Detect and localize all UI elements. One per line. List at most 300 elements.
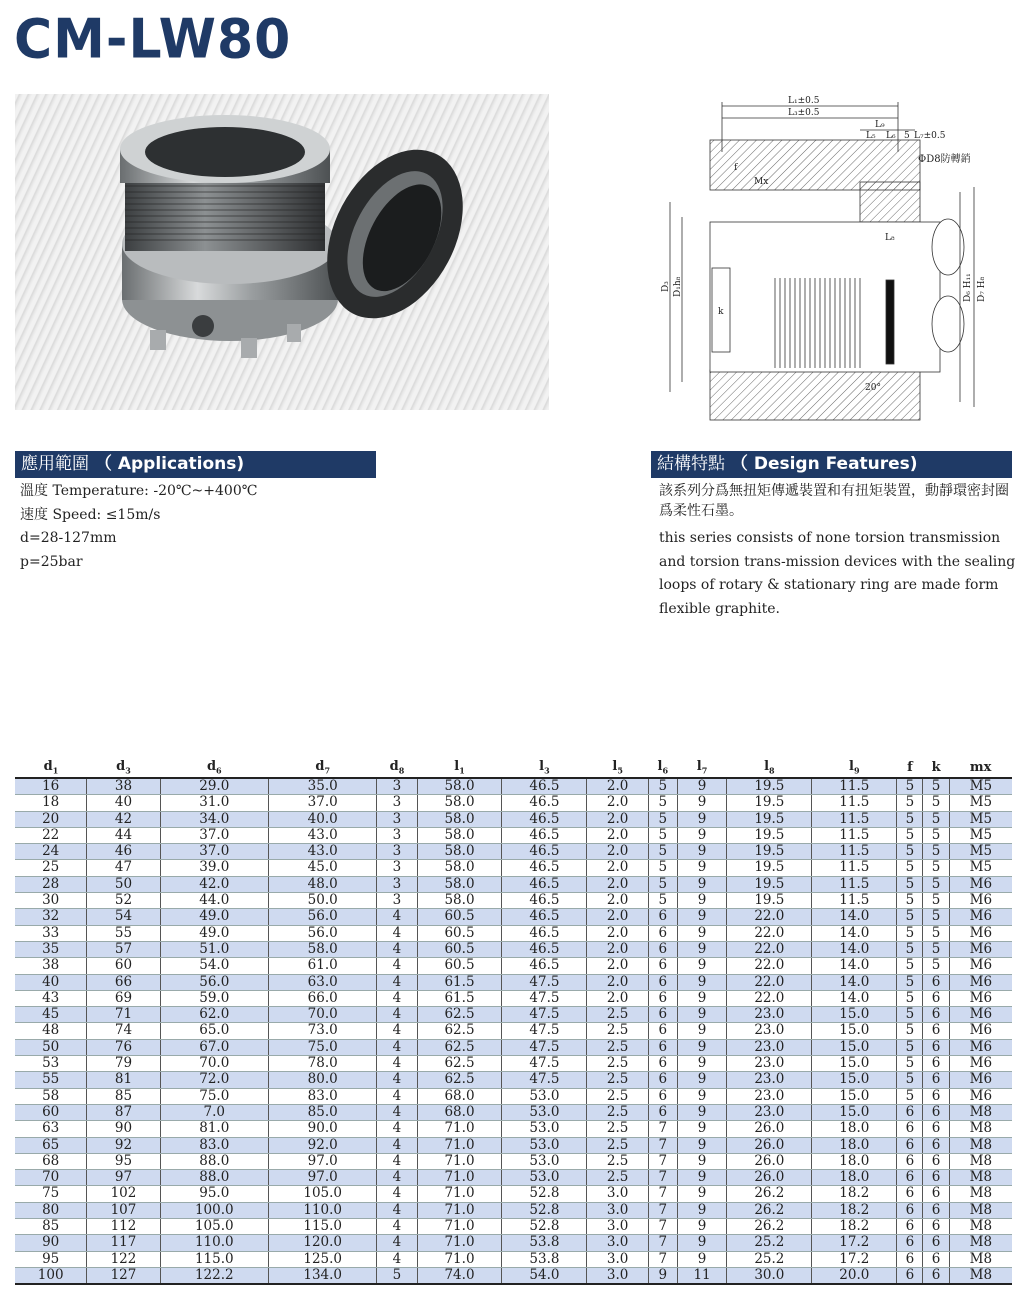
table-cell-l6: 5 [648, 860, 677, 876]
table-cell-d3: 60 [87, 958, 160, 974]
table-cell-l5: 2.0 [587, 811, 648, 827]
table-cell-l3: 47.5 [502, 1056, 587, 1072]
table-cell-d6: 59.0 [160, 990, 268, 1006]
table-cell-l3: 54.0 [502, 1267, 587, 1284]
table-cell-d1: 35 [15, 941, 87, 957]
table-row [15, 925, 1012, 941]
table-cell-l6: 5 [648, 844, 677, 860]
table-cell-l6: 6 [648, 1023, 677, 1039]
table-cell-d8: 5 [377, 1267, 417, 1284]
table-cell-d6: 75.0 [160, 1088, 268, 1104]
table-cell-l8: 22.0 [727, 974, 812, 990]
table-cell-d3: 66 [87, 974, 160, 990]
applications-list [20, 480, 257, 574]
table-cell-l6: 5 [648, 795, 677, 811]
table-cell-d1: 24 [15, 844, 87, 860]
table-cell-d6: 62.0 [160, 1007, 268, 1023]
table-cell-mx: M6 [949, 893, 1012, 909]
table-cell-l9: 18.2 [812, 1219, 897, 1235]
column-header-l8: $l_8$ [727, 757, 812, 778]
table-cell-l8: 19.5 [727, 778, 812, 795]
table-cell-f: 6 [897, 1186, 923, 1202]
table-cell-f: 5 [897, 893, 923, 909]
table-cell-d1: 80 [15, 1202, 87, 1218]
table-cell-d1: 75 [15, 1186, 87, 1202]
table-cell-l7: 9 [677, 958, 727, 974]
table-cell-d6: 72.0 [160, 1072, 268, 1088]
column-header-l5: $l_5$ [587, 757, 648, 778]
table-cell-k: 5 [923, 941, 949, 957]
table-cell-d7: 80.0 [269, 1072, 377, 1088]
table-cell-l6: 6 [648, 1056, 677, 1072]
table-cell-d8: 3 [377, 860, 417, 876]
table-cell-l7: 9 [677, 1153, 727, 1169]
table-cell-l7: 9 [677, 1251, 727, 1267]
table-cell-l7: 9 [677, 1137, 727, 1153]
table-cell-l7: 11 [677, 1267, 727, 1284]
table-cell-f: 5 [897, 1088, 923, 1104]
design-features-text-cn: 該系列分爲無扭矩傳遞裝置和有扭矩裝置，動靜環密封圈爲柔性石墨。 [659, 483, 1009, 519]
table-cell-mx: M6 [949, 1088, 1012, 1104]
table-cell-mx: M8 [949, 1219, 1012, 1235]
table-cell-mx: M6 [949, 909, 1012, 925]
table-cell-l7: 9 [677, 795, 727, 811]
table-cell-l7: 9 [677, 876, 727, 892]
table-cell-l8: 25.2 [727, 1235, 812, 1251]
column-header-mx: mx [949, 757, 1012, 778]
table-cell-f: 5 [897, 925, 923, 941]
table-cell-l8: 22.0 [727, 925, 812, 941]
table-cell-d7: 115.0 [269, 1219, 377, 1235]
table-cell-d1: 48 [15, 1023, 87, 1039]
table-cell-l7: 9 [677, 990, 727, 1006]
table-cell-d3: 46 [87, 844, 160, 860]
table-cell-d3: 122 [87, 1251, 160, 1267]
table-cell-d7: 75.0 [269, 1039, 377, 1055]
column-header-k: k [923, 757, 949, 778]
table-row [15, 1251, 1012, 1267]
table-cell-l7: 9 [677, 1007, 727, 1023]
table-cell-l7: 9 [677, 1219, 727, 1235]
table-cell-d7: 73.0 [269, 1023, 377, 1039]
table-cell-d8: 3 [377, 893, 417, 909]
angle-label: 20° [865, 383, 881, 393]
table-row [15, 1202, 1012, 1218]
table-cell-l7: 9 [677, 1121, 727, 1137]
table-cell-l9: 18.0 [812, 1170, 897, 1186]
table-row [15, 844, 1012, 860]
table-cell-l7: 9 [677, 1104, 727, 1120]
table-cell-d6: 70.0 [160, 1056, 268, 1072]
table-cell-k: 5 [923, 795, 949, 811]
table-cell-k: 5 [923, 827, 949, 843]
table-cell-mx: M6 [949, 1056, 1012, 1072]
table-cell-l1: 62.5 [417, 1072, 502, 1088]
applications-heading-cn: 應用範圍 [21, 454, 89, 474]
table-cell-d3: 69 [87, 990, 160, 1006]
table-cell-l6: 5 [648, 778, 677, 795]
table-cell-l5: 3.0 [587, 1202, 648, 1218]
table-cell-d1: 70 [15, 1170, 87, 1186]
table-cell-f: 5 [897, 1056, 923, 1072]
table-cell-f: 6 [897, 1170, 923, 1186]
table-cell-l7: 9 [677, 1039, 727, 1055]
dim-d7: D₇ H₈ [977, 276, 987, 302]
table-cell-l9: 20.0 [812, 1267, 897, 1284]
table-cell-d8: 4 [377, 925, 417, 941]
table-cell-l7: 9 [677, 1056, 727, 1072]
application-line: d=28-127mm [20, 530, 117, 546]
table-cell-d6: 37.0 [160, 844, 268, 860]
table-cell-l9: 17.2 [812, 1235, 897, 1251]
table-cell-l8: 22.0 [727, 958, 812, 974]
table-cell-l5: 2.0 [587, 844, 648, 860]
table-cell-k: 6 [923, 1235, 949, 1251]
dimensions-table [15, 757, 1012, 1285]
table-cell-l5: 2.5 [587, 1104, 648, 1120]
table-cell-k: 6 [923, 1072, 949, 1088]
table-cell-k: 6 [923, 1153, 949, 1169]
table-cell-l8: 22.0 [727, 941, 812, 957]
table-cell-l8: 19.5 [727, 860, 812, 876]
table-cell-l5: 2.5 [587, 1088, 648, 1104]
table-cell-l5: 3.0 [587, 1235, 648, 1251]
table-cell-l3: 53.0 [502, 1153, 587, 1169]
table-cell-d1: 55 [15, 1072, 87, 1088]
table-cell-d8: 4 [377, 909, 417, 925]
table-cell-d1: 33 [15, 925, 87, 941]
table-row [15, 1088, 1012, 1104]
table-cell-mx: M5 [949, 795, 1012, 811]
table-cell-l5: 2.0 [587, 909, 648, 925]
table-cell-mx: M5 [949, 811, 1012, 827]
table-cell-mx: M8 [949, 1170, 1012, 1186]
table-cell-l1: 61.5 [417, 990, 502, 1006]
table-cell-l1: 58.0 [417, 860, 502, 876]
table-cell-k: 6 [923, 1186, 949, 1202]
table-cell-l6: 7 [648, 1219, 677, 1235]
table-cell-d8: 4 [377, 941, 417, 957]
table-cell-l8: 26.0 [727, 1170, 812, 1186]
table-cell-l3: 46.5 [502, 811, 587, 827]
table-cell-l6: 5 [648, 811, 677, 827]
table-cell-d8: 4 [377, 990, 417, 1006]
table-cell-l9: 18.2 [812, 1186, 897, 1202]
table-cell-l9: 11.5 [812, 795, 897, 811]
application-line: 溫度 Temperature: -20℃~+400℃ [20, 483, 258, 499]
dim-mx: Mx [754, 177, 769, 187]
table-row [15, 941, 1012, 957]
table-cell-d7: 43.0 [269, 827, 377, 843]
table-cell-l9: 11.5 [812, 893, 897, 909]
table-cell-l3: 46.5 [502, 958, 587, 974]
table-cell-l8: 19.5 [727, 893, 812, 909]
table-row [15, 1104, 1012, 1120]
table-cell-d7: 97.0 [269, 1153, 377, 1169]
table-cell-d3: 76 [87, 1039, 160, 1055]
table-cell-d1: 95 [15, 1251, 87, 1267]
table-cell-l1: 71.0 [417, 1121, 502, 1137]
table-cell-k: 6 [923, 990, 949, 1006]
table-cell-mx: M6 [949, 876, 1012, 892]
table-cell-d8: 4 [377, 1007, 417, 1023]
table-cell-l9: 11.5 [812, 876, 897, 892]
column-header-f: f [897, 757, 923, 778]
table-cell-mx: M6 [949, 1007, 1012, 1023]
table-cell-l9: 11.5 [812, 827, 897, 843]
table-cell-k: 5 [923, 778, 949, 795]
table-cell-mx: M6 [949, 925, 1012, 941]
table-cell-k: 5 [923, 844, 949, 860]
table-cell-l9: 11.5 [812, 844, 897, 860]
table-cell-l6: 7 [648, 1186, 677, 1202]
table-cell-mx: M6 [949, 1039, 1012, 1055]
table-cell-d3: 57 [87, 941, 160, 957]
table-cell-l6: 7 [648, 1235, 677, 1251]
table-cell-d1: 63 [15, 1121, 87, 1137]
table-cell-f: 6 [897, 1153, 923, 1169]
table-cell-l7: 9 [677, 893, 727, 909]
table-row [15, 1137, 1012, 1153]
table-cell-l5: 2.5 [587, 1137, 648, 1153]
table-cell-d3: 107 [87, 1202, 160, 1218]
table-cell-l7: 9 [677, 827, 727, 843]
table-cell-k: 5 [923, 860, 949, 876]
table-cell-l1: 58.0 [417, 893, 502, 909]
table-cell-mx: M8 [949, 1267, 1012, 1284]
table-cell-k: 6 [923, 1056, 949, 1072]
table-cell-l5: 3.0 [587, 1251, 648, 1267]
table-cell-l5: 2.5 [587, 1121, 648, 1137]
table-cell-d7: 45.0 [269, 860, 377, 876]
table-cell-d7: 56.0 [269, 925, 377, 941]
table-cell-l7: 9 [677, 1170, 727, 1186]
table-cell-l3: 46.5 [502, 893, 587, 909]
table-cell-k: 6 [923, 1023, 949, 1039]
table-cell-k: 5 [923, 811, 949, 827]
table-cell-f: 5 [897, 827, 923, 843]
table-cell-d1: 65 [15, 1137, 87, 1153]
table-cell-l1: 71.0 [417, 1170, 502, 1186]
table-cell-f: 5 [897, 876, 923, 892]
table-cell-d6: 34.0 [160, 811, 268, 827]
table-row [15, 1023, 1012, 1039]
table-cell-l3: 46.5 [502, 941, 587, 957]
table-cell-d7: 92.0 [269, 1137, 377, 1153]
table-cell-f: 5 [897, 1007, 923, 1023]
table-cell-l1: 60.5 [417, 941, 502, 957]
table-cell-d8: 4 [377, 1023, 417, 1039]
table-cell-l1: 71.0 [417, 1219, 502, 1235]
column-header-l7: $l_7$ [677, 757, 727, 778]
table-cell-d1: 18 [15, 795, 87, 811]
table-cell-l3: 47.5 [502, 1039, 587, 1055]
table-cell-l3: 47.5 [502, 974, 587, 990]
table-row [15, 1072, 1012, 1088]
table-cell-f: 5 [897, 778, 923, 795]
table-cell-l8: 19.5 [727, 844, 812, 860]
table-cell-l6: 9 [648, 1267, 677, 1284]
table-cell-d1: 58 [15, 1088, 87, 1104]
table-cell-d8: 3 [377, 778, 417, 795]
table-cell-l1: 74.0 [417, 1267, 502, 1284]
table-cell-d3: 40 [87, 795, 160, 811]
table-row [15, 1007, 1012, 1023]
table-cell-d8: 4 [377, 974, 417, 990]
dim-f: f [734, 163, 738, 173]
table-cell-d7: 48.0 [269, 876, 377, 892]
table-cell-l1: 60.5 [417, 925, 502, 941]
table-cell-l3: 53.8 [502, 1235, 587, 1251]
column-header-d7: $d_7$ [269, 757, 377, 778]
table-cell-l5: 2.5 [587, 1039, 648, 1055]
dim-l3: L₃±0.5 [788, 108, 820, 118]
table-cell-l6: 7 [648, 1251, 677, 1267]
table-cell-mx: M8 [949, 1251, 1012, 1267]
table-cell-d6: 100.0 [160, 1202, 268, 1218]
table-cell-d1: 100 [15, 1267, 87, 1284]
table-cell-d3: 81 [87, 1072, 160, 1088]
table-cell-k: 6 [923, 1007, 949, 1023]
table-cell-d3: 102 [87, 1186, 160, 1202]
table-cell-l8: 26.2 [727, 1186, 812, 1202]
table-cell-l9: 15.0 [812, 1056, 897, 1072]
column-header-l9: $l_9$ [812, 757, 897, 778]
table-cell-l3: 46.5 [502, 925, 587, 941]
table-cell-mx: M6 [949, 1072, 1012, 1088]
table-cell-d6: 29.0 [160, 778, 268, 795]
table-cell-k: 5 [923, 876, 949, 892]
table-cell-d3: 112 [87, 1219, 160, 1235]
table-cell-l5: 2.0 [587, 925, 648, 941]
table-cell-f: 6 [897, 1235, 923, 1251]
table-cell-f: 5 [897, 909, 923, 925]
table-cell-l9: 15.0 [812, 1007, 897, 1023]
table-row [15, 795, 1012, 811]
table-cell-l8: 23.0 [727, 1072, 812, 1088]
table-cell-l5: 2.5 [587, 1023, 648, 1039]
table-cell-l6: 7 [648, 1153, 677, 1169]
table-cell-l5: 2.0 [587, 990, 648, 1006]
table-cell-k: 5 [923, 925, 949, 941]
table-cell-l8: 26.2 [727, 1202, 812, 1218]
table-cell-l9: 14.0 [812, 974, 897, 990]
table-row [15, 909, 1012, 925]
table-cell-k: 6 [923, 1219, 949, 1235]
table-cell-d1: 50 [15, 1039, 87, 1055]
table-cell-l6: 7 [648, 1137, 677, 1153]
dim-l9: L₉ [875, 120, 885, 130]
table-cell-l1: 71.0 [417, 1153, 502, 1169]
table-cell-d6: 83.0 [160, 1137, 268, 1153]
table-cell-d3: 44 [87, 827, 160, 843]
table-cell-l6: 6 [648, 1039, 677, 1055]
table-cell-l1: 58.0 [417, 844, 502, 860]
table-row [15, 876, 1012, 892]
design-features-heading-en: （ Design Features) [730, 454, 918, 474]
table-cell-d8: 4 [377, 1056, 417, 1072]
table-cell-l3: 53.0 [502, 1137, 587, 1153]
table-cell-l8: 19.5 [727, 827, 812, 843]
table-cell-d8: 4 [377, 1202, 417, 1218]
dim-l1: L₁±0.5 [788, 96, 820, 106]
table-cell-mx: M6 [949, 941, 1012, 957]
table-cell-l8: 19.5 [727, 795, 812, 811]
table-cell-l3: 46.5 [502, 778, 587, 795]
column-header-l6: $l_6$ [648, 757, 677, 778]
table-cell-l9: 14.0 [812, 941, 897, 957]
table-cell-f: 5 [897, 1039, 923, 1055]
table-cell-d3: 74 [87, 1023, 160, 1039]
dim-5: 5 [904, 131, 910, 141]
table-cell-f: 5 [897, 1072, 923, 1088]
table-cell-l5: 2.0 [587, 876, 648, 892]
table-cell-d7: 63.0 [269, 974, 377, 990]
table-cell-l8: 26.0 [727, 1153, 812, 1169]
table-cell-l1: 68.0 [417, 1088, 502, 1104]
table-cell-l9: 14.0 [812, 909, 897, 925]
table-cell-f: 5 [897, 860, 923, 876]
table-row [15, 990, 1012, 1006]
table-cell-l7: 9 [677, 1202, 727, 1218]
table-cell-d8: 4 [377, 1088, 417, 1104]
table-cell-d8: 3 [377, 876, 417, 892]
table-cell-l3: 53.0 [502, 1088, 587, 1104]
table-cell-d6: 49.0 [160, 909, 268, 925]
table-cell-l8: 23.0 [727, 1023, 812, 1039]
table-cell-l5: 2.0 [587, 795, 648, 811]
table-cell-f: 5 [897, 990, 923, 1006]
table-cell-d6: 51.0 [160, 941, 268, 957]
table-cell-l8: 22.0 [727, 909, 812, 925]
table-cell-l1: 60.5 [417, 958, 502, 974]
table-cell-d3: 79 [87, 1056, 160, 1072]
table-cell-d6: 7.0 [160, 1104, 268, 1120]
table-cell-d3: 92 [87, 1137, 160, 1153]
table-cell-f: 6 [897, 1202, 923, 1218]
table-cell-l8: 19.5 [727, 811, 812, 827]
table-cell-l9: 14.0 [812, 990, 897, 1006]
table-cell-d8: 3 [377, 827, 417, 843]
applications-heading [15, 451, 376, 478]
table-row [15, 1219, 1012, 1235]
table-cell-l3: 53.0 [502, 1121, 587, 1137]
table-cell-d3: 42 [87, 811, 160, 827]
table-cell-l6: 6 [648, 941, 677, 957]
table-cell-f: 6 [897, 1137, 923, 1153]
dim-l7: L₇±0.5 [914, 131, 946, 141]
table-cell-l8: 19.5 [727, 876, 812, 892]
application-line: p=25bar [20, 553, 83, 570]
page-title: CM-LW80 [14, 8, 292, 71]
design-features-text-en: this series consists of none torsion transmission and torsion trans-mission devices with the sealing loops of rotary & stationary ring are made form flexible graphite. [659, 530, 1016, 617]
table-cell-l8: 23.0 [727, 1056, 812, 1072]
table-cell-f: 5 [897, 811, 923, 827]
table-cell-k: 5 [923, 893, 949, 909]
table-cell-l6: 6 [648, 1072, 677, 1088]
table-cell-l8: 25.2 [727, 1251, 812, 1267]
table-cell-f: 5 [897, 795, 923, 811]
table-cell-l1: 60.5 [417, 909, 502, 925]
table-row [15, 778, 1012, 795]
table-cell-l7: 9 [677, 811, 727, 827]
table-cell-d6: 37.0 [160, 827, 268, 843]
table-cell-d1: 53 [15, 1056, 87, 1072]
table-cell-d3: 90 [87, 1121, 160, 1137]
table-cell-d1: 60 [15, 1104, 87, 1120]
table-cell-l7: 9 [677, 974, 727, 990]
table-cell-l1: 71.0 [417, 1186, 502, 1202]
